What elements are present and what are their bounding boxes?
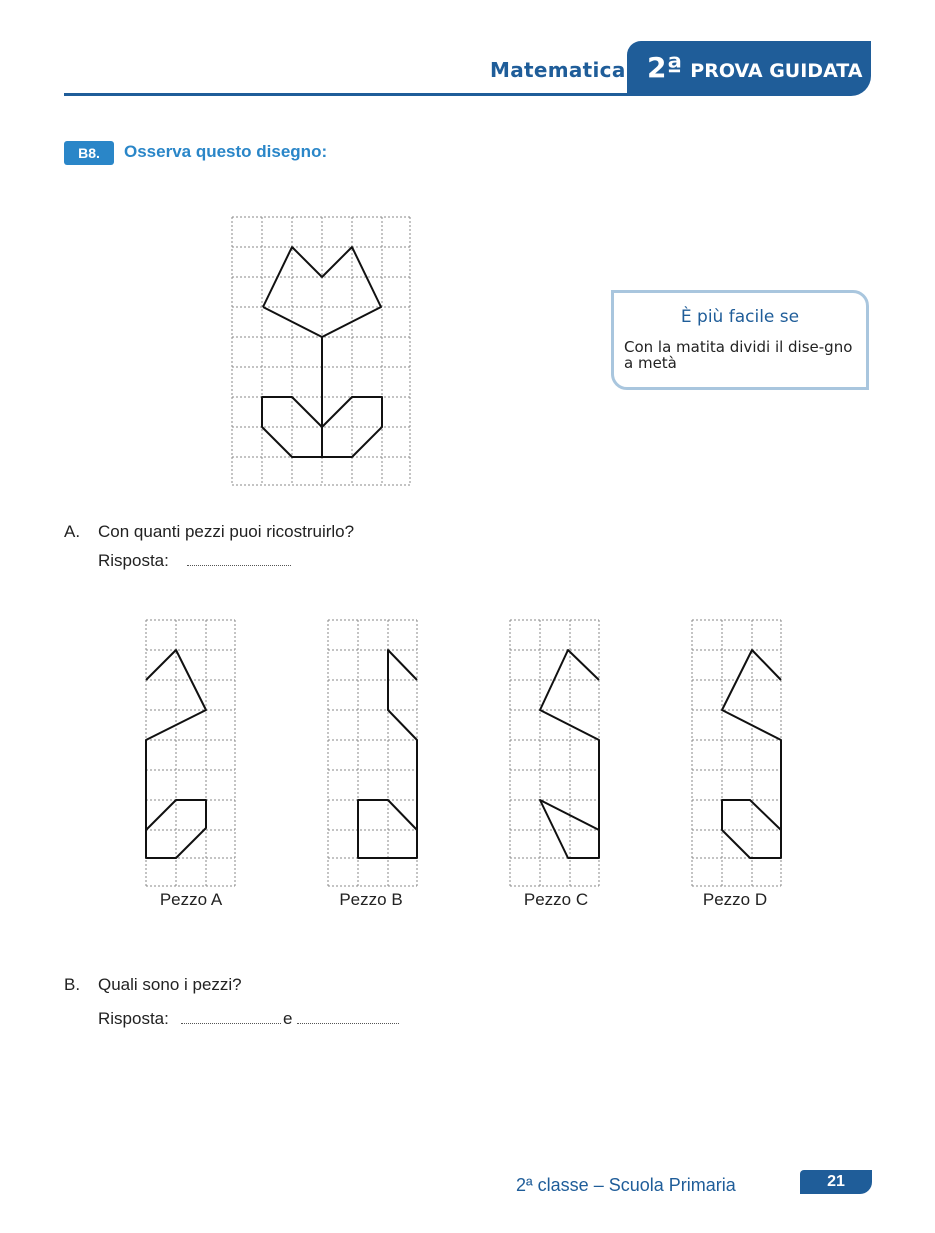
piece-b-label: Pezzo B	[339, 890, 403, 909]
piece-b-drawing	[328, 620, 418, 888]
piece-d-label: Pezzo D	[702, 890, 768, 909]
footer-text: 2ª classe – Scuola Primaria	[516, 1175, 736, 1195]
part-b-question: Quali sono i pezzi?	[98, 975, 242, 994]
subject-title: Matematica	[490, 58, 626, 82]
exercise-badge: B8.	[64, 141, 114, 165]
part-a-answer-label: Risposta:	[98, 551, 169, 570]
piece-a-label: Pezzo A	[159, 890, 223, 909]
flower-head	[263, 247, 381, 337]
hint-title: È più facile se	[680, 307, 800, 327]
tab-number: 2ª	[647, 51, 683, 84]
part-b-conjunction: e	[283, 1009, 293, 1028]
hint-box	[611, 290, 869, 390]
part-b-answer-line-1[interactable]	[181, 1009, 281, 1029]
exercise-instruction: Osserva questo disegno:	[124, 142, 328, 161]
part-a-question: Con quanti pezzi puoi ricostruirlo?	[98, 522, 355, 541]
piece-c-label: Pezzo C	[523, 890, 589, 909]
flower-drawing	[232, 217, 412, 487]
header-rule	[64, 93, 684, 96]
piece-c-drawing	[510, 620, 600, 888]
tab-label: PROVA GUIDATA	[690, 60, 863, 82]
piece-a-drawing	[146, 620, 236, 888]
part-a-answer-line[interactable]	[187, 551, 291, 571]
part-b-letter: B.	[64, 975, 81, 994]
header-tab-text	[647, 51, 863, 84]
page-number: 21	[800, 1170, 872, 1194]
hint-body: Con la matita dividi il dise-gno a metà	[624, 338, 853, 372]
part-b-answer-line-2[interactable]	[297, 1009, 399, 1029]
header-tab	[627, 41, 871, 96]
part-b-answer-label: Risposta:	[98, 1009, 169, 1028]
part-a-letter: A.	[64, 522, 81, 541]
piece-d-drawing	[692, 620, 782, 888]
